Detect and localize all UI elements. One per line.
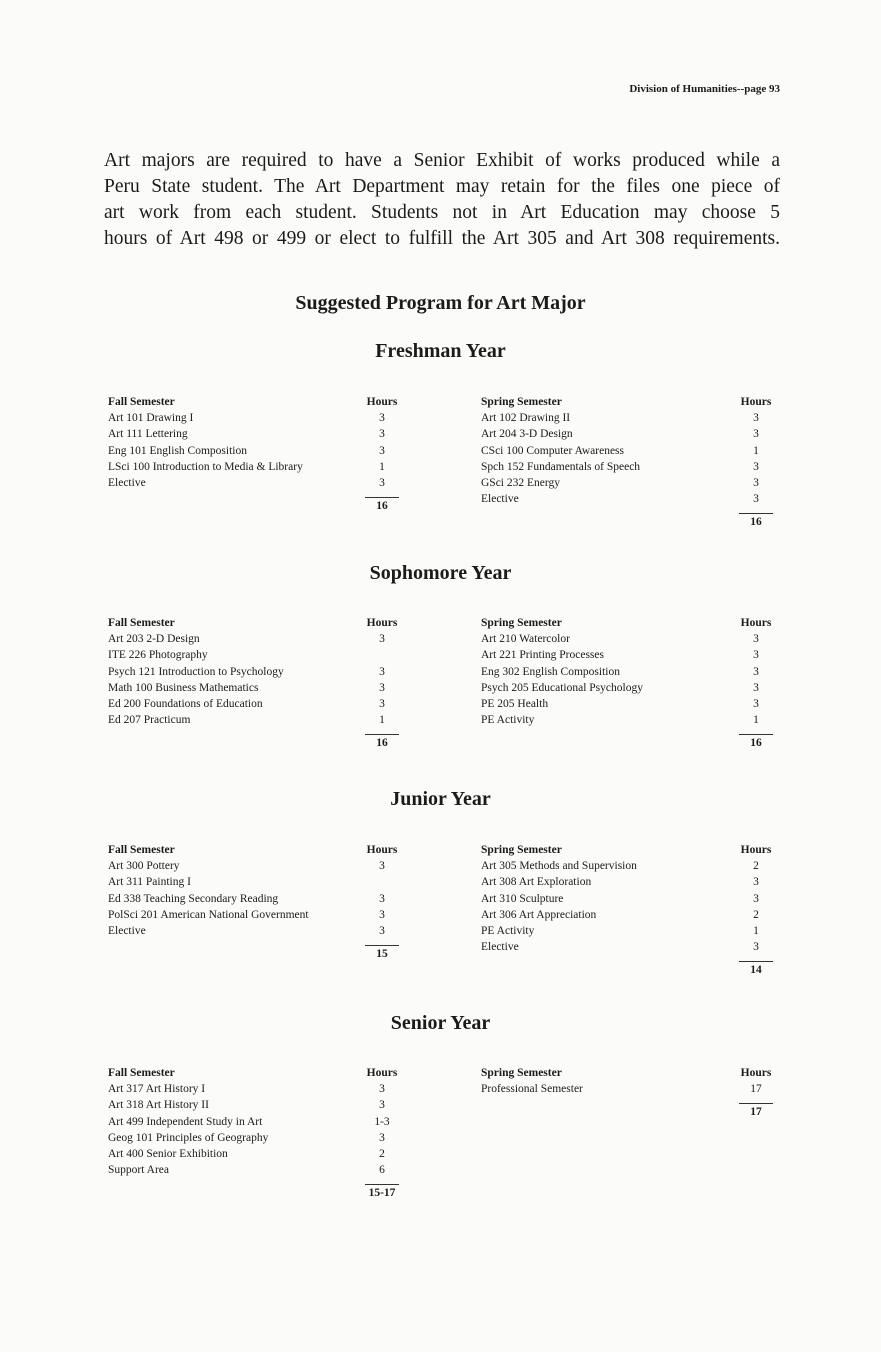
course-name: Art 311 Painting I — [108, 876, 191, 889]
page-header: Division of Humanities--page 93 — [629, 83, 780, 95]
spring-semester-header: Spring Semester — [481, 1067, 562, 1079]
course-name: PE Activity — [481, 924, 535, 937]
course-hours: 3 — [753, 892, 759, 905]
year-title: Junior Year — [390, 788, 491, 810]
course-hours: 3 — [753, 476, 759, 489]
fall-hours-column — [362, 615, 402, 752]
course-hours: 3 — [379, 697, 385, 710]
course-hours: 3 — [379, 412, 385, 425]
year-title: Sophomore Year — [369, 562, 512, 584]
course-name: Elective — [481, 941, 519, 954]
fall-course-column — [108, 394, 303, 491]
fall-semester-header: Fall Semester — [108, 844, 175, 856]
course-hours: 3 — [753, 649, 759, 662]
intro-line: Peru State student. The Art Department may retain for the files one piece of — [104, 176, 780, 197]
course-hours: 3 — [379, 633, 385, 646]
spring-course-column — [481, 615, 643, 728]
course-hours: 3 — [753, 681, 759, 694]
course-name: Eng 302 English Composition — [481, 665, 620, 678]
course-name: PE 205 Health — [481, 697, 549, 710]
fall-course-column — [108, 615, 284, 728]
fall-semester-header: Fall Semester — [108, 396, 175, 408]
total-hours: 15-17 — [368, 1187, 396, 1200]
hours-header: Hours — [366, 1067, 398, 1079]
total-hours: 16 — [750, 737, 762, 750]
total-hours: 16 — [376, 737, 388, 750]
course-hours: 1 — [753, 924, 759, 937]
course-hours: 3 — [753, 941, 759, 954]
fall-semester-header: Fall Semester — [108, 617, 175, 629]
course-name: Art 310 Sculpture — [481, 892, 564, 905]
course-hours: 1 — [379, 460, 385, 473]
course-hours: 3 — [753, 633, 759, 646]
course-hours: 3 — [753, 665, 759, 678]
course-hours: 2 — [753, 860, 759, 873]
course-name: Art 101 Drawing I — [108, 412, 194, 425]
hours-header: Hours — [740, 396, 772, 408]
course-hours — [362, 647, 402, 663]
course-name: PE Activity — [481, 714, 535, 727]
course-name: Art 102 Drawing II — [481, 412, 571, 425]
total-hours: 15 — [376, 948, 388, 961]
fall-course-column — [108, 1065, 268, 1178]
course-hours: 3 — [753, 428, 759, 441]
course-name: Art 318 Art History II — [108, 1099, 209, 1112]
course-name: ITE 226 Photography — [108, 649, 208, 662]
course-name: Elective — [108, 924, 146, 937]
course-name: Eng 101 English Composition — [108, 444, 247, 457]
spring-semester-header: Spring Semester — [481, 844, 562, 856]
year-title: Freshman Year — [375, 340, 506, 362]
course-hours: 3 — [379, 681, 385, 694]
hours-header: Hours — [740, 844, 772, 856]
course-name: LSci 100 Introduction to Media & Library — [108, 460, 303, 473]
spring-hours-column — [736, 615, 776, 752]
fall-hours-column — [362, 842, 402, 962]
spring-course-column — [481, 842, 637, 955]
fall-hours-column — [362, 394, 402, 514]
course-name: Spch 152 Fundamentals of Speech — [481, 460, 641, 473]
course-name: Art 203 2-D Design — [108, 633, 200, 646]
course-hours: 3 — [753, 876, 759, 889]
course-name: Psych 121 Introduction to Psychology — [108, 665, 284, 678]
course-hours: 3 — [753, 412, 759, 425]
course-name: PolSci 201 American National Government — [108, 908, 309, 921]
course-hours: 1 — [753, 444, 759, 457]
course-hours: 3 — [379, 476, 385, 489]
course-name: GSci 232 Energy — [481, 476, 561, 489]
course-name: Art 111 Lettering — [108, 428, 188, 441]
intro-line: art work from each student. Students not in Art Education may choose 5 — [104, 202, 780, 223]
hours-header: Hours — [366, 617, 398, 629]
course-name: Professional Semester — [481, 1083, 583, 1096]
course-hours: 3 — [379, 1099, 385, 1112]
total-hours: 17 — [750, 1106, 762, 1119]
course-hours: 3 — [753, 697, 759, 710]
total-hours: 16 — [750, 516, 762, 529]
program-title: Suggested Program for Art Major — [295, 292, 586, 314]
course-hours: 3 — [379, 924, 385, 937]
course-name: Art 221 Printing Processes — [481, 649, 604, 662]
course-name: Elective — [108, 476, 146, 489]
total-hours: 16 — [376, 500, 388, 513]
course-hours: 3 — [379, 665, 385, 678]
course-hours: 3 — [379, 1131, 385, 1144]
course-hours: 3 — [379, 860, 385, 873]
course-name: Support Area — [108, 1164, 170, 1177]
intro-paragraph — [104, 148, 780, 252]
course-hours: 3 — [379, 1083, 385, 1096]
intro-line: hours of Art 498 or 499 or elect to fulfill the Art 305 and Art 308 requirements. — [104, 228, 780, 249]
course-name: Art 308 Art Exploration — [481, 876, 592, 889]
course-hours: 3 — [379, 428, 385, 441]
course-hours: 1-3 — [374, 1115, 390, 1128]
course-hours — [362, 874, 402, 890]
course-name: Ed 207 Practicum — [108, 714, 191, 727]
course-hours: 1 — [379, 714, 385, 727]
spring-semester-header: Spring Semester — [481, 396, 562, 408]
spring-hours-column — [736, 394, 776, 531]
total-hours: 14 — [750, 964, 762, 977]
course-hours: 2 — [753, 908, 759, 921]
course-name: Elective — [481, 493, 519, 506]
spring-semester-header: Spring Semester — [481, 617, 562, 629]
course-name: Ed 338 Teaching Secondary Reading — [108, 892, 279, 905]
course-name: Art 204 3-D Design — [481, 428, 573, 441]
hours-header: Hours — [366, 396, 398, 408]
fall-course-column — [108, 842, 309, 939]
course-hours: 1 — [753, 714, 759, 727]
year-title: Senior Year — [390, 1012, 491, 1034]
course-hours: 3 — [753, 493, 759, 506]
course-name: Art 306 Art Appreciation — [481, 908, 597, 921]
course-name: Art 499 Independent Study in Art — [108, 1115, 263, 1128]
course-hours: 2 — [379, 1147, 385, 1160]
course-name: Math 100 Business Mathematics — [108, 681, 259, 694]
hours-header: Hours — [740, 617, 772, 629]
fall-hours-column — [362, 1065, 402, 1202]
fall-semester-header: Fall Semester — [108, 1067, 175, 1079]
course-name: Ed 200 Foundations of Education — [108, 697, 263, 710]
course-hours: 6 — [379, 1164, 385, 1177]
hours-header: Hours — [366, 844, 398, 856]
course-name: Art 300 Pottery — [108, 860, 180, 873]
spring-course-column — [481, 1065, 583, 1097]
spring-hours-column — [736, 1065, 776, 1121]
course-name: Geog 101 Principles of Geography — [108, 1131, 269, 1144]
course-hours: 3 — [753, 460, 759, 473]
course-name: Psych 205 Educational Psychology — [481, 681, 643, 694]
course-name: Art 400 Senior Exhibition — [108, 1147, 228, 1160]
course-hours: 3 — [379, 444, 385, 457]
course-hours: 17 — [750, 1083, 762, 1096]
course-name: Art 210 Watercolor — [481, 633, 570, 646]
hours-header: Hours — [740, 1067, 772, 1079]
course-hours: 3 — [379, 908, 385, 921]
spring-hours-column — [736, 842, 776, 979]
intro-line: Art majors are required to have a Senior Exhibit of works produced while a — [104, 150, 780, 171]
course-hours: 3 — [379, 892, 385, 905]
course-name: Art 317 Art History I — [108, 1083, 206, 1096]
course-name: CSci 100 Computer Awareness — [481, 444, 624, 457]
spring-course-column — [481, 394, 640, 507]
course-name: Art 305 Methods and Supervision — [481, 860, 637, 873]
